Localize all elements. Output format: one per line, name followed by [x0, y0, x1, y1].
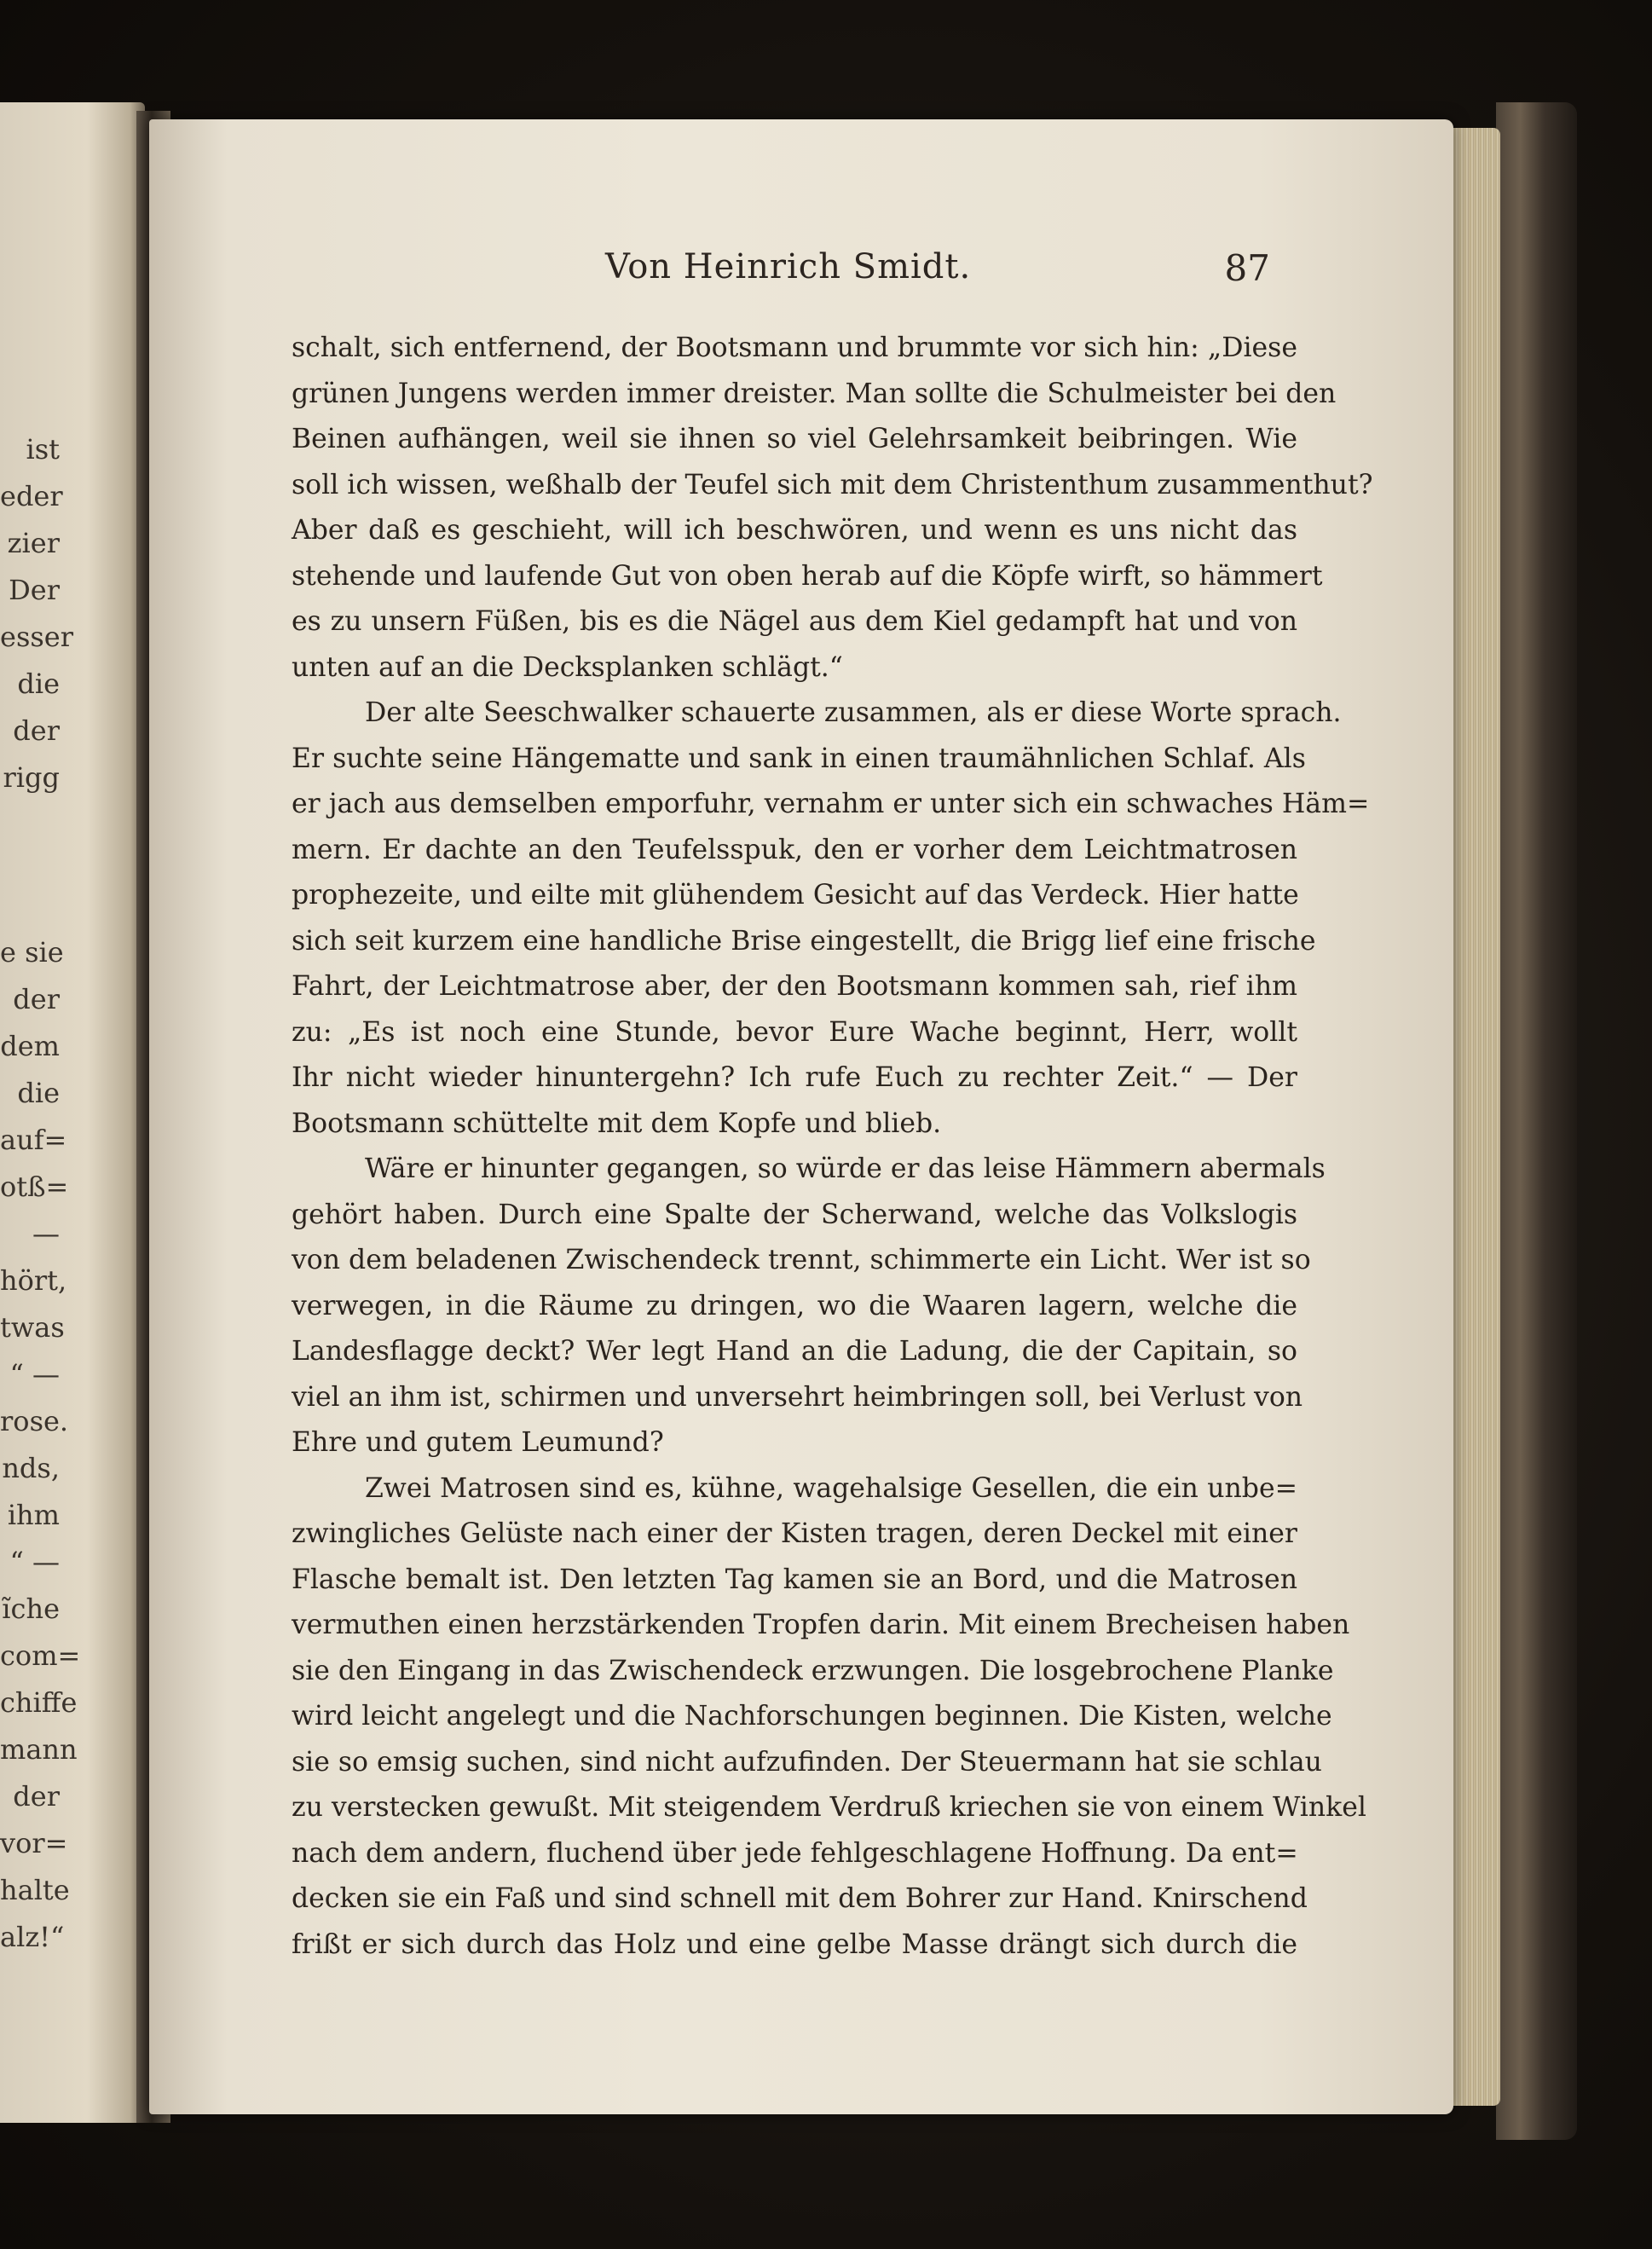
- running-head: Von Heinrich Smidt.: [605, 247, 972, 286]
- left-page-fragment: rose.: [0, 1405, 69, 1437]
- text-line: stehende und laufende Gut von oben herab auf die Köpfe wirft, so hämmert: [292, 560, 1323, 592]
- text-line: Fahrt, der Leichtmatrose aber, der den Bootsmann kommen sah, rief ihm: [292, 971, 1297, 1002]
- left-page-fragment: alz!“: [0, 1921, 65, 1953]
- text-line: mern. Er dachte an den Teufelsspuk, den er vorher dem Leichtmatrosen: [292, 834, 1297, 865]
- left-page-fragment: “ —: [9, 1358, 60, 1390]
- text-line: Flasche bemalt ist. Den letzten Tag kamen sie an Bord, und die Matrosen: [292, 1564, 1297, 1595]
- text-line: Ehre und gutem Leumund?: [292, 1427, 664, 1458]
- text-line: unten auf an die Decksplanken schlägt.“: [292, 651, 843, 683]
- left-page-fragment: der: [13, 714, 60, 747]
- page-edges: [1453, 128, 1500, 2106]
- left-page-fragment: e sie: [0, 936, 64, 968]
- text-line: Ihr nicht wieder hinuntergehn? Ich rufe Euch zu rechter Zeit.“ — Der: [292, 1062, 1297, 1093]
- text-line: frißt er sich durch das Holz und eine gelbe Masse drängt sich durch die: [292, 1928, 1297, 1960]
- text-line: vermuthen einen herzstärkenden Tropfen darin. Mit einem Brecheisen haben: [292, 1610, 1350, 1640]
- text-line: Zwei Matrosen sind es, kühne, wagehalsige Gesellen, die ein unbe=: [365, 1472, 1297, 1504]
- left-page-fragment: die: [17, 668, 60, 700]
- body-text: [292, 326, 1373, 1968]
- text-line: Aber daß es geschieht, will ich beschwören, und wenn es uns nicht das: [292, 515, 1297, 546]
- left-page-fragment: vor=: [0, 1827, 68, 1859]
- left-page-fragment: com=: [0, 1639, 81, 1672]
- left-page-fragment: nds,: [2, 1452, 60, 1484]
- left-page-fragment: ist: [26, 433, 60, 465]
- text-line: prophezeite, und eilte mit glühendem Gesicht auf das Verdeck. Hier hatte: [292, 880, 1299, 911]
- left-page: [0, 102, 145, 2123]
- left-page-text-fragments: [0, 426, 81, 1961]
- text-line: grünen Jungens werden immer dreister. Man sollte die Schulmeister bei den: [292, 378, 1337, 409]
- left-page-fragment: der: [13, 1780, 60, 1812]
- left-page-fragment: zier: [7, 527, 60, 559]
- text-line: Er suchte seine Hängematte und sank in einen traumähnlichen Schlaf. Als: [292, 743, 1306, 774]
- text-line: sie den Eingang in das Zwischendeck erzwungen. Die losgebrochene Planke: [292, 1655, 1334, 1686]
- text-line: sie so emsig suchen, sind nicht aufzufinden. Der Steuermann hat sie schlau: [292, 1746, 1322, 1778]
- book-cover-edge: [1496, 102, 1577, 2140]
- page-header: [281, 247, 1287, 298]
- text-line: zu verstecken gewußt. Mit steigendem Verdruß kriechen sie von einem Winkel: [292, 1792, 1366, 1823]
- left-page-fragment: der: [13, 983, 60, 1015]
- left-page-fragment: halte: [0, 1874, 70, 1906]
- left-page-fragment: mann: [0, 1733, 78, 1766]
- text-line: er jach aus demselben emporfuhr, vernahm er unter sich ein schwaches Häm=: [292, 789, 1370, 819]
- left-page-fragment: die: [17, 1077, 60, 1109]
- text-line: Bootsmann schüttelte mit dem Kopfe und blieb.: [292, 1107, 942, 1139]
- left-page-fragment: ihm: [7, 1499, 60, 1531]
- text-line: decken sie ein Faß und sind schnell mit dem Bohrer zur Hand. Knirschend: [292, 1883, 1308, 1914]
- text-line: zu: „Es ist noch eine Stunde, bevor Eure Wache beginnt, Herr, wollt: [292, 1016, 1297, 1048]
- left-page-fragment: rigg: [3, 761, 60, 794]
- left-page-fragment: ĩche: [2, 1593, 60, 1625]
- text-line: viel an ihm ist, schirmen und unversehrt heimbringen soll, bei Verlust von: [292, 1381, 1303, 1413]
- text-line: es zu unsern Füßen, bis es die Nägel aus dem Kiel gedampft hat und von: [292, 606, 1297, 637]
- left-page-fragment: esser: [0, 621, 74, 653]
- left-page-fragment: Der: [9, 574, 60, 606]
- left-page-fragment: “ —: [9, 1546, 60, 1578]
- text-line: Der alte Seeschwalker schauerte zusammen, als er diese Worte sprach.: [365, 697, 1342, 728]
- text-line: wird leicht angelegt und die Nachforschungen beginnen. Die Kisten, welche: [292, 1701, 1332, 1732]
- text-line: Wäre er hinunter gegangen, so würde er das leise Hämmern abermals: [365, 1153, 1326, 1184]
- text-line: von dem beladenen Zwischendeck trennt, schimmerte ein Licht. Wer ist so: [292, 1245, 1311, 1275]
- text-line: nach dem andern, fluchend über jede fehlgeschlagene Hoffnung. Da ent=: [292, 1837, 1298, 1869]
- left-page-fragment: [0, 801, 60, 929]
- left-page-fragment: chiffe: [0, 1686, 78, 1719]
- page-number: 87: [1224, 247, 1270, 289]
- left-page-fragment: auf=: [0, 1124, 67, 1156]
- text-line: zwingliches Gelüste nach einer der Kisten tragen, deren Deckel mit einer: [292, 1518, 1297, 1549]
- text-line: Landesflagge deckt? Wer legt Hand an die Ladung, die der Capitain, so: [292, 1336, 1297, 1367]
- text-line: gehört haben. Durch eine Spalte der Scherwand, welche das Volkslogis: [292, 1199, 1297, 1230]
- text-line: schalt, sich entfernend, der Bootsmann und brummte vor sich hin: „Diese: [292, 332, 1297, 363]
- text-line: verwegen, in die Räume zu dringen, wo die Waaren lagern, welche die: [292, 1290, 1297, 1321]
- left-page-fragment: eder: [0, 480, 63, 512]
- left-page-fragment: hört,: [0, 1264, 67, 1297]
- left-page-fragment: dem: [0, 1030, 60, 1062]
- left-page-fragment: otß=: [0, 1171, 69, 1203]
- left-page-fragment: —: [32, 1217, 60, 1250]
- text-line: soll ich wissen, weßhalb der Teufel sich mit dem Christenthum zusammenthut?: [292, 469, 1373, 500]
- text-line: sich seit kurzem eine handliche Brise eingestellt, die Brigg lief eine frische: [292, 925, 1316, 957]
- text-line: Beinen aufhängen, weil sie ihnen so viel Gelehrsamkeit beibringen. Wie: [292, 424, 1297, 454]
- left-page-fragment: twas: [0, 1311, 65, 1344]
